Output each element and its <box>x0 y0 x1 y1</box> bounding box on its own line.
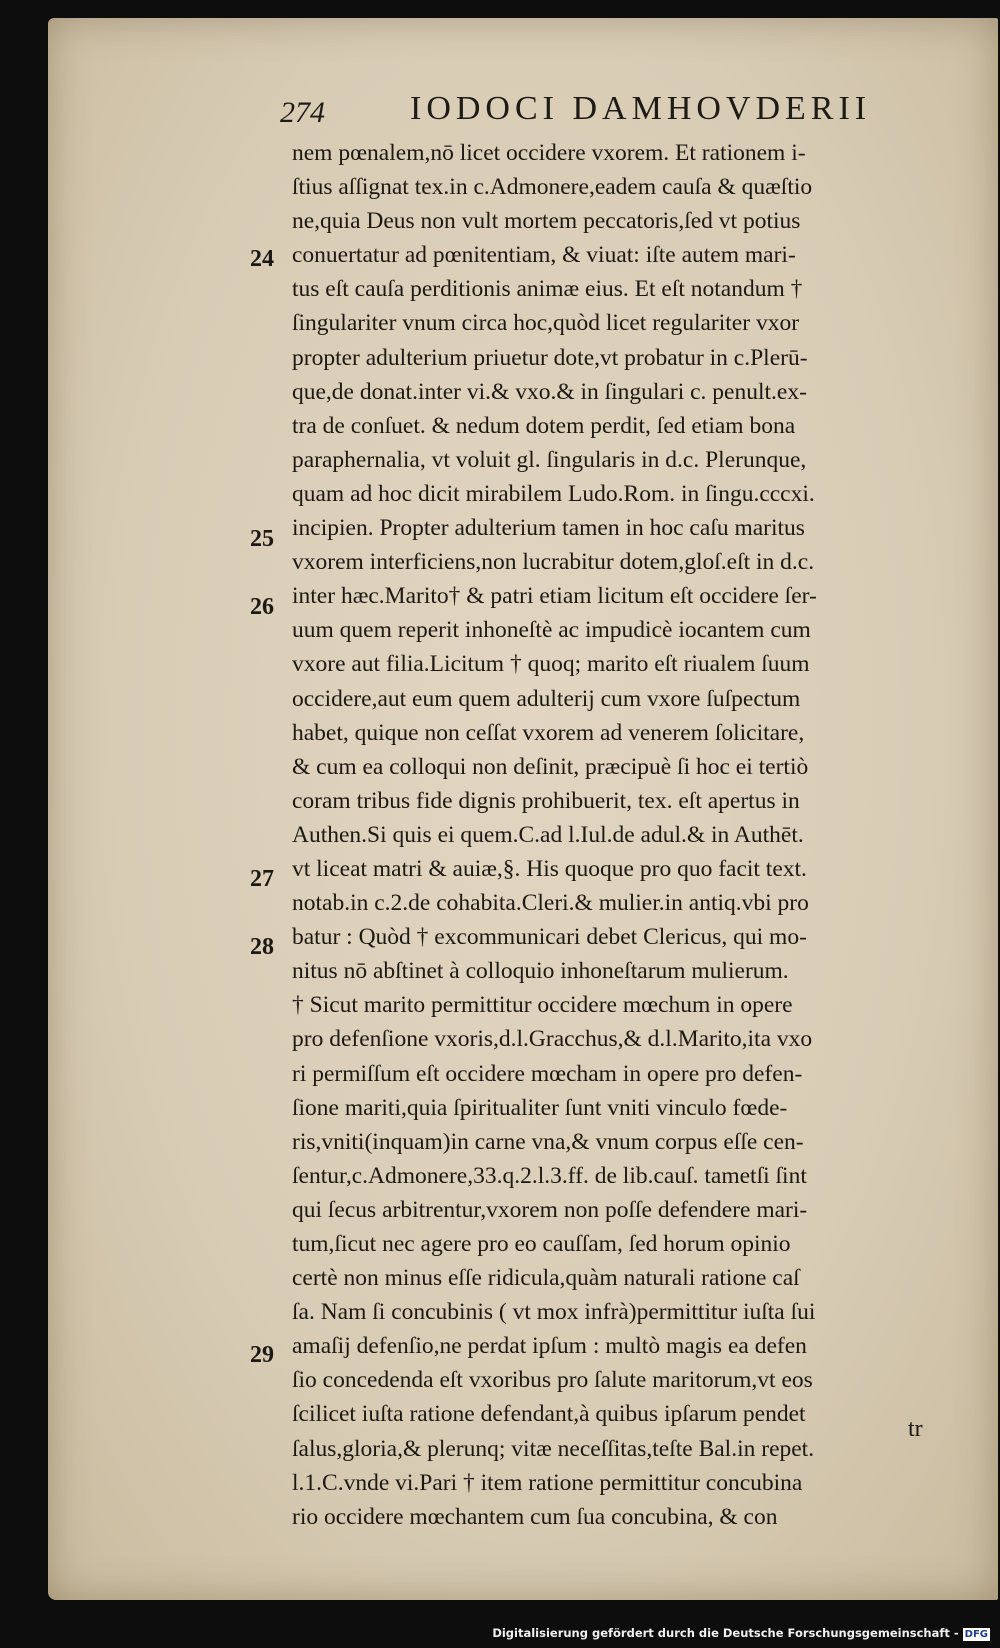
text-line: l.1.C.vnde vi.Pari † item ratione permittitur concubina <box>292 1469 803 1496</box>
margin-number: 24 <box>250 246 274 272</box>
text-line: ſalus,gloria,& plerunq; vitæ neceſſitas,teſte Bal.in repet. <box>292 1435 815 1462</box>
text-line: † Sicut marito permittitur occidere mœchum in opere <box>292 992 793 1019</box>
text-line: ſingulariter vnum circa hoc,quòd licet regulariter vxor <box>292 310 800 337</box>
text-line: coram tribus fide dignis prohibuerit, tex. eſt apertus in <box>292 787 800 814</box>
dfg-logo: DFG <box>964 1629 988 1640</box>
text-line: ris,vniti(inquam)in carne vna,& vnum corpus eſſe cen- <box>292 1128 804 1155</box>
margin-number: 29 <box>250 1342 274 1368</box>
margin-number: 27 <box>250 866 274 892</box>
text-line: & cum ea colloqui non deſinit, præcipuè ſi hoc ei tertiò <box>292 753 809 780</box>
body-text <box>292 136 952 1534</box>
text-line: ſio concedenda eſt vxoribus pro ſalute maritorum,vt eos <box>292 1367 813 1394</box>
text-line: batur : Quòd † excommunicari debet Clericus, qui mo- <box>292 924 807 951</box>
text-line: certè non minus eſſe ridicula,quàm naturali ratione caſ <box>292 1265 800 1292</box>
text-line: propter adulterium priuetur dote,vt probatur in c.Plerū- <box>292 344 808 371</box>
text-line: nitus nō abſtinet à colloquio inhoneſtarum mulierum. <box>292 958 789 985</box>
text-line: uum quem reperit inhoneſtè ac impudicè iocantem cum <box>292 617 811 644</box>
text-line: rio occidere mœchantem cum ſua concubina, & con <box>292 1503 778 1530</box>
text-line: vxorem interficiens,non lucrabitur dotem,gloſ.eſt in d.c. <box>292 549 815 576</box>
page-number: 274 <box>280 96 325 129</box>
text-line: ſtius aſſignat tex.in c.Admonere,eadem cauſa & quæſtio <box>292 174 813 201</box>
text-line: incipien. Propter adulterium tamen in hoc caſu maritus <box>292 515 805 542</box>
text-line: habet, quique non ceſſat vxorem ad venerem ſolicitare, <box>292 719 805 746</box>
margin-number: 25 <box>250 526 274 552</box>
text-line: Authen.Si quis ei quem.C.ad l.Iul.de adul.& in Authēt. <box>292 821 804 848</box>
text-line: ne,quia Deus non vult mortem peccatoris,ſed vt potius <box>292 208 801 235</box>
text-line: occidere,aut eum quem adulterij cum vxore ſuſpectum <box>292 685 801 712</box>
catchword: tr <box>908 1416 923 1442</box>
text-line: que,de donat.inter vi.& vxo.& in ſingulari c. penult.ex- <box>292 378 807 405</box>
text-line: ſentur,c.Admonere,33.q.2.l.3.ff. de lib.cauſ. tametſi ſint <box>292 1162 807 1189</box>
text-line: pro defenſione vxoris,d.l.Gracchus,& d.l.Marito,ita vxo <box>292 1026 813 1053</box>
text-line: conuertatur ad pœnitentiam, & viuat: iſte autem mari- <box>292 242 796 269</box>
margin-number: 28 <box>250 934 274 960</box>
text-line: amaſij defenſio,ne perdat ipſum : multò magis ea defen <box>292 1333 807 1360</box>
text-line: ri permiſſum eſt occidere mœcham in opere pro defen- <box>292 1060 803 1087</box>
credit-text: Digitalisierung gefördert durch die Deutsche Forschungsgemeinschaft - <box>492 1626 959 1640</box>
text-line: ſione mariti,quia ſpiritualiter ſunt vniti vinculo fœde- <box>292 1094 788 1121</box>
text-line: notab.in c.2.de cohabita.Cleri.& mulier.in antiq.vbi pro <box>292 890 809 917</box>
text-line: quam ad hoc dicit mirabilem Ludo.Rom. in ſingu.cccxi. <box>292 480 815 507</box>
digitization-credit <box>0 1626 990 1644</box>
text-line: vxore aut filia.Licitum † quoq; marito eſt riualem ſuum <box>292 651 810 678</box>
text-line: tra de conſuet. & nedum dotem perdit, ſed etiam bona <box>292 412 796 439</box>
text-line: nem pœnalem,nō licet occidere vxorem. Et rationem i- <box>292 140 806 166</box>
text-line: inter hæc.Marito† & patri etiam licitum eſt occidere ſer- <box>292 583 817 610</box>
text-line: paraphernalia, vt voluit gl. ſingularis in d.c. Plerunque, <box>292 446 807 473</box>
text-line: ſcilicet iuſta ratione defendant,à quibus ipſarum pendet <box>292 1401 806 1428</box>
text-line: vt liceat matri & auiæ,§. His quoque pro quo facit text. <box>292 855 807 882</box>
text-line: tum,ſicut nec agere pro eo cauſſam, ſed horum opinio <box>292 1231 791 1257</box>
page-header <box>280 90 880 130</box>
running-head: IODOCI DAMHOVDERII <box>410 90 872 127</box>
text-line: ſa. Nam ſi concubinis ( vt mox infrà)permittitur iuſta ſui <box>292 1299 816 1326</box>
text-line: tus eſt cauſa perditionis animæ eius. Et eſt notandum † <box>292 276 803 303</box>
margin-number: 26 <box>250 594 274 620</box>
text-line: qui ſecus arbitrentur,vxorem non poſſe defendere mari- <box>292 1196 808 1223</box>
